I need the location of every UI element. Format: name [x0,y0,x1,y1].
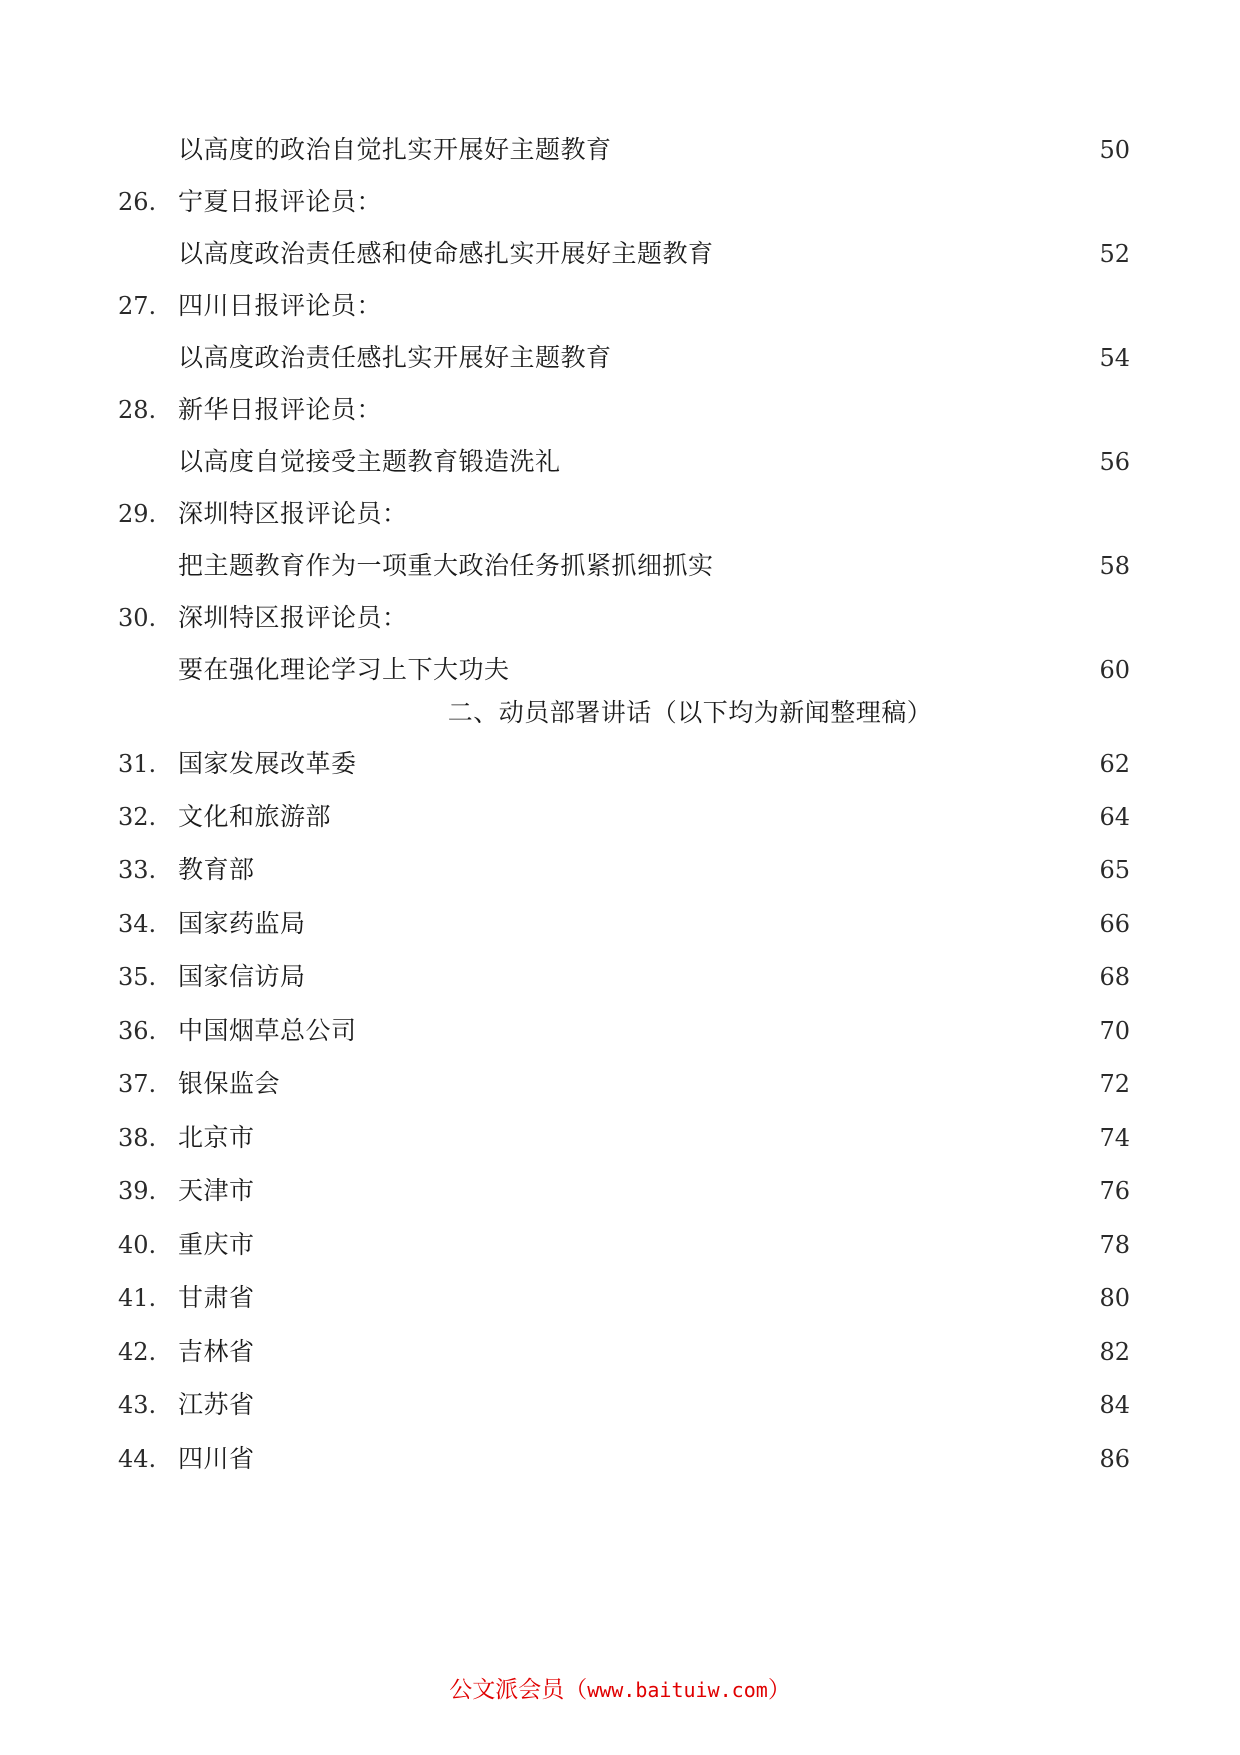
toc-number: 27. [118,292,157,320]
toc-page-number: 54 [1099,344,1130,372]
toc-number: 36. [118,1017,157,1045]
toc-title: 以高度的政治自觉扎实开展好主题教育 [178,135,612,164]
toc-title: 把主题教育作为一项重大政治任务抓紧抓细抓实 [178,551,714,580]
toc-number: 39. [118,1177,157,1205]
toc-title: 天津市 [178,1176,255,1205]
footer-url[interactable]: www.baituiw.com [587,1678,768,1702]
toc-title: 重庆市 [178,1230,255,1259]
toc-number: 40. [118,1231,157,1259]
footer-label: 公文派会员（ [449,1677,588,1703]
toc-line [0,546,1240,586]
toc-line [0,390,1240,430]
toc-page-number: 66 [1099,910,1130,938]
toc-number: 42. [118,1338,157,1366]
toc-page-number: 84 [1099,1391,1130,1419]
toc-page-number: 86 [1099,1445,1130,1473]
toc-line [0,442,1240,482]
toc-page-number: 80 [1099,1284,1130,1312]
footer-watermark [0,1672,1240,1708]
section-heading-text: 二、动员部署讲话（以下均为新闻整理稿） [447,698,933,727]
toc-page-number: 50 [1099,136,1130,164]
toc-title: 深圳特区报评论员： [178,603,408,632]
toc-page-number: 78 [1099,1231,1130,1259]
toc-line [0,286,1240,326]
toc-line [0,1385,1240,1425]
toc-line [0,598,1240,638]
toc-title: 银保监会 [178,1069,281,1098]
toc-title: 中国烟草总公司 [178,1016,357,1045]
toc-line [0,1011,1240,1051]
toc-page-number: 58 [1099,552,1130,580]
toc-title: 吉林省 [178,1337,255,1366]
toc-title: 甘肃省 [178,1283,255,1312]
toc-number: 38. [118,1124,157,1152]
toc-title: 以高度政治责任感和使命感扎实开展好主题教育 [178,239,714,268]
toc-number: 33. [118,856,157,884]
toc-line [0,744,1240,784]
toc-line [0,182,1240,222]
toc-number: 28. [118,396,157,424]
toc-page-number: 64 [1099,803,1130,831]
toc-number: 26. [118,188,157,216]
toc-page-number: 65 [1099,856,1130,884]
toc-line [0,650,1240,690]
toc-title: 新华日报评论员： [178,395,383,424]
toc-page-number: 76 [1099,1177,1130,1205]
toc-page-number: 68 [1099,963,1130,991]
toc-page-number: 82 [1099,1338,1130,1366]
toc-page-number: 74 [1099,1124,1130,1152]
toc-line [0,1064,1240,1104]
toc-page-number: 70 [1099,1017,1130,1045]
toc-line [0,338,1240,378]
toc-line [0,1171,1240,1211]
toc-line [0,1278,1240,1318]
toc-page-number: 60 [1099,656,1130,684]
toc-number: 31. [118,750,157,778]
toc-page-number: 72 [1099,1070,1130,1098]
toc-title: 国家发展改革委 [178,749,357,778]
toc-title: 四川日报评论员： [178,291,383,320]
toc-number: 44. [118,1445,157,1473]
toc-page-number: 62 [1099,750,1130,778]
section-heading [0,693,1240,733]
toc-line [0,494,1240,534]
toc-line [0,1118,1240,1158]
footer-close: ） [767,1677,791,1703]
toc-line [0,1225,1240,1265]
toc-number: 43. [118,1391,157,1419]
toc-title: 深圳特区报评论员： [178,499,408,528]
toc-line [0,234,1240,274]
toc-title: 四川省 [178,1444,255,1473]
toc-line [0,1439,1240,1479]
toc-title: 以高度自觉接受主题教育锻造洗礼 [178,447,561,476]
toc-number: 37. [118,1070,157,1098]
toc-title: 文化和旅游部 [178,802,332,831]
toc-title: 北京市 [178,1123,255,1152]
toc-number: 29. [118,500,157,528]
toc-title: 江苏省 [178,1390,255,1419]
toc-number: 30. [118,604,157,632]
toc-line [0,1332,1240,1372]
toc-title: 教育部 [178,855,255,884]
toc-number: 34. [118,910,157,938]
toc-page-number: 56 [1099,448,1130,476]
toc-line [0,850,1240,890]
toc-line [0,130,1240,170]
toc-title: 要在强化理论学习上下大功夫 [178,655,510,684]
toc-page-number: 52 [1099,240,1130,268]
toc-title: 以高度政治责任感扎实开展好主题教育 [178,343,612,372]
toc-line [0,797,1240,837]
toc-title: 国家药监局 [178,909,306,938]
toc-title: 国家信访局 [178,962,306,991]
toc-number: 32. [118,803,157,831]
toc-title: 宁夏日报评论员： [178,187,383,216]
toc-number: 35. [118,963,157,991]
toc-number: 41. [118,1284,157,1312]
toc-line [0,957,1240,997]
toc-line [0,904,1240,944]
